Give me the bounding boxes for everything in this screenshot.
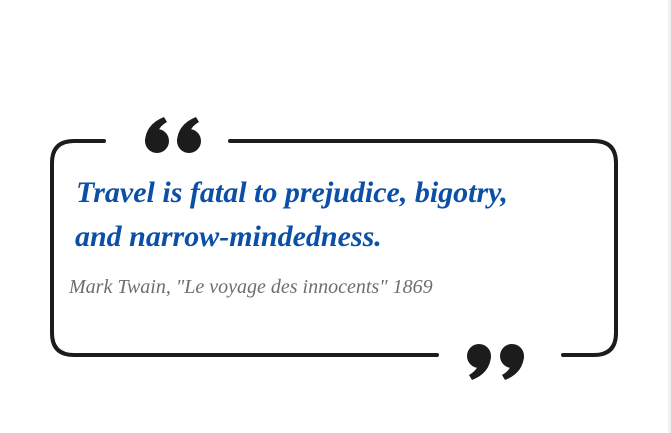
quote-text [76, 171, 596, 259]
open-quote-icon [145, 117, 201, 153]
quote-line-1: Travel is fatal to prejudice, bigotry, [76, 176, 508, 209]
quote-line-2: and narrow-mindedness. [75, 220, 382, 253]
close-quote-icon [467, 344, 524, 380]
quote-attribution: Mark Twain, "Le voyage des innocents" 1869 [69, 276, 433, 298]
